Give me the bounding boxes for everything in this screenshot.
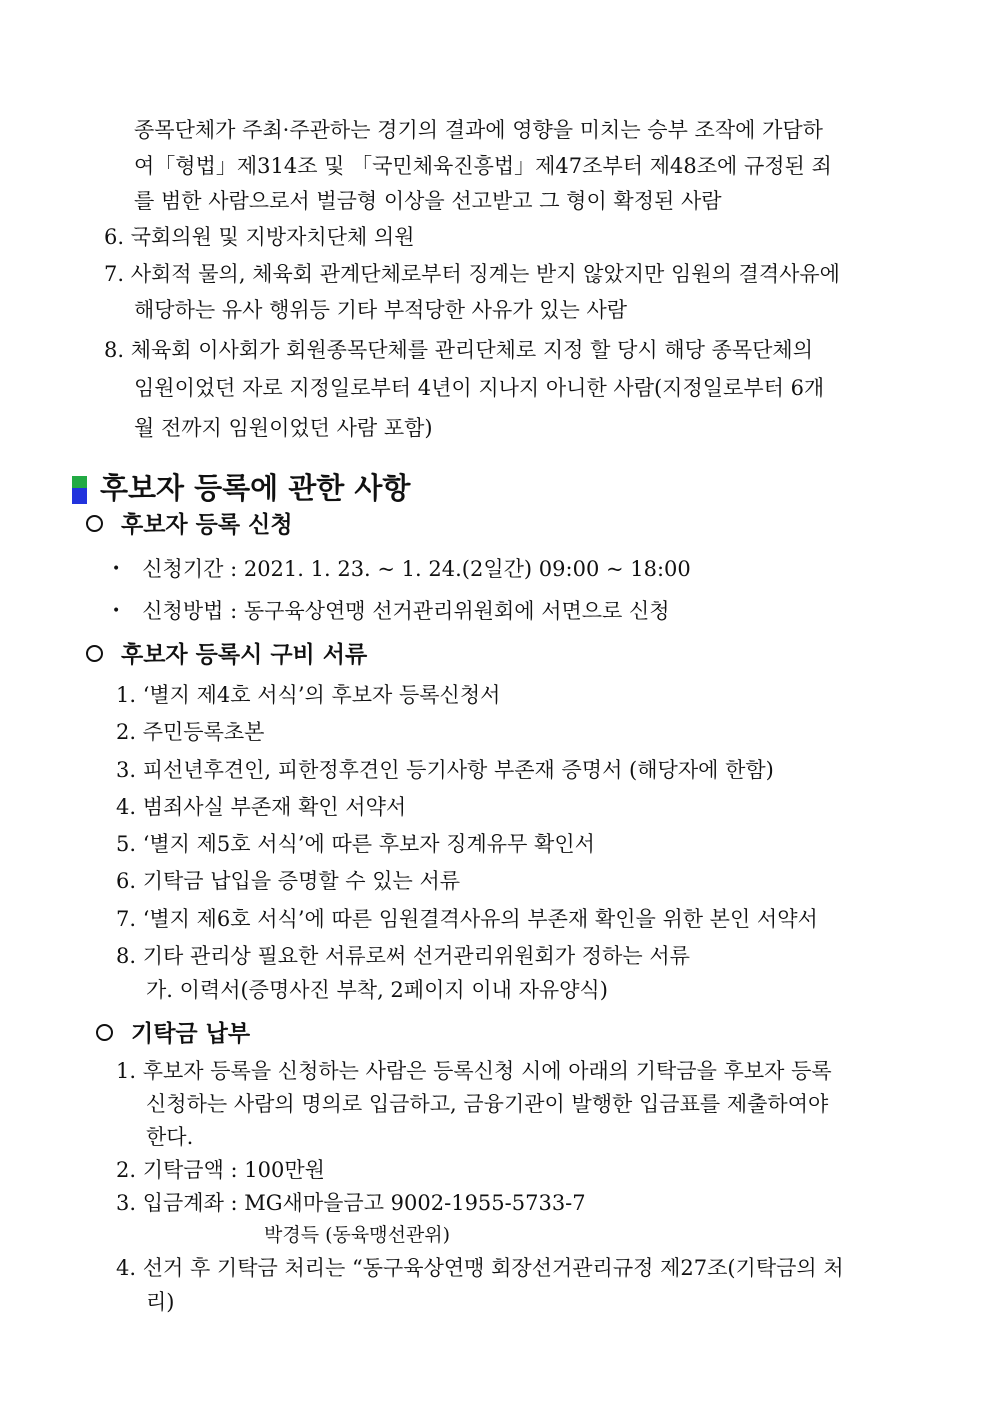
deposit-item-4-line-1: 4. 선거 후 기탁금 처리는 “동구육상연맹 회장선거관리규정 제27조(기탁금의 처 bbox=[116, 1256, 844, 1280]
disqualification-item-7 bbox=[104, 260, 840, 288]
section-marker-icon bbox=[72, 476, 87, 504]
bullet-text: 신청기간 : 2021. 1. 23. ~ 1. 24.(2일간) 09:00 ~ 18:00 bbox=[142, 557, 691, 581]
item-text: 국회의원 및 지방자치단체 의원 bbox=[130, 225, 415, 249]
deposit-amount: 2. 기탁금액 : 100만원 bbox=[116, 1158, 325, 1182]
circle-bullet-icon bbox=[86, 645, 103, 662]
subsection-documents-title bbox=[86, 640, 367, 670]
document-item-2: 2. 주민등록초본 bbox=[116, 720, 265, 744]
document-sub-item: 가. 이력서(증명사진 부착, 2페이지 이내 자유양식) bbox=[146, 978, 608, 1002]
item-text: 사회적 물의, 체육회 관계단체로부터 징계는 받지 않았지만 임원의 결격사유에 bbox=[130, 262, 840, 286]
subsection-deposit-title bbox=[96, 1019, 250, 1049]
document-item-3: 3. 피선년후견인, 피한정후견인 등기사항 부존재 증명서 (해당자에 한함) bbox=[116, 758, 774, 782]
document-item-4: 4. 범죄사실 부존재 확인 서약서 bbox=[116, 795, 407, 819]
dot-bullet-icon: • bbox=[112, 603, 121, 619]
subsection-application-title bbox=[86, 510, 293, 540]
item-number: 7. bbox=[104, 262, 125, 286]
subsection-title-text: 기탁금 납부 bbox=[131, 1021, 251, 1047]
deposit-account-holder: 박경득 (동육맹선관위) bbox=[264, 1224, 451, 1246]
item-number: 8. bbox=[104, 338, 125, 362]
item8-continuation-2: 월 전까지 임원이었던 사람 포함) bbox=[134, 416, 433, 440]
deposit-item-4-line-2: 리) bbox=[146, 1290, 175, 1314]
deposit-account: 3. 입금계좌 : MG새마을금고 9002-1955-5733-7 bbox=[116, 1191, 586, 1215]
deposit-item-1-line-1: 1. 후보자 등록을 신청하는 사람은 등록신청 시에 아래의 기탁금을 후보자 등록 bbox=[116, 1059, 832, 1083]
disqualification-item-8 bbox=[104, 336, 813, 364]
document-item-6: 6. 기탁금 납입을 증명할 수 있는 서류 bbox=[116, 869, 461, 893]
item7-continuation: 해당하는 유사 행위등 기타 부적당한 사유가 있는 사람 bbox=[134, 298, 628, 322]
subsection-title-text: 후보자 등록 신청 bbox=[121, 512, 293, 538]
item5-continuation-line-1: 종목단체가 주최·주관하는 경기의 결과에 영향을 미치는 승부 조작에 가담하 bbox=[134, 118, 823, 142]
circle-bullet-icon bbox=[86, 515, 103, 532]
item5-continuation-line-3: 를 범한 사람으로서 벌금형 이상을 선고받고 그 형이 확정된 사람 bbox=[134, 189, 722, 213]
document-item-1: 1. ‘별지 제4호 서식’의 후보자 등록신청서 bbox=[116, 683, 501, 707]
item-text: 체육회 이사회가 회원종목단체를 관리단체로 지정 할 당시 해당 종목단체의 bbox=[130, 338, 814, 362]
document-item-5: 5. ‘별지 제5호 서식’에 따른 후보자 징계유무 확인서 bbox=[116, 832, 595, 856]
circle-bullet-icon bbox=[96, 1024, 113, 1041]
dot-bullet-icon: • bbox=[112, 561, 121, 577]
section-title: 후보자 등록에 관한 사항 bbox=[100, 471, 411, 505]
disqualification-item-6 bbox=[104, 223, 414, 251]
subsection-title-text: 후보자 등록시 구비 서류 bbox=[121, 642, 368, 668]
item-number: 6. bbox=[104, 225, 125, 249]
application-period bbox=[112, 555, 691, 586]
document-item-7: 7. ‘별지 제6호 서식’에 따른 임원결격사유의 부존재 확인을 위한 본인 서약서 bbox=[116, 907, 818, 931]
deposit-item-1-line-3: 한다. bbox=[146, 1125, 194, 1149]
deposit-item-1-line-2: 신청하는 사람의 명의로 입금하고, 금융기관이 발행한 입금표를 제출하여야 bbox=[146, 1092, 829, 1116]
document-item-8: 8. 기타 관리상 필요한 서류로써 선거관리위원회가 정하는 서류 bbox=[116, 944, 690, 968]
item8-continuation-1: 임원이었던 자로 지정일로부터 4년이 지나지 아니한 사람(지정일로부터 6개 bbox=[134, 376, 825, 400]
bullet-text: 신청방법 : 동구육상연맹 선거관리위원회에 서면으로 신청 bbox=[142, 599, 670, 623]
item5-continuation-line-2: 여「형법」제314조 및 「국민체육진흥법」제47조부터 제48조에 규정된 죄 bbox=[134, 154, 832, 178]
application-method bbox=[112, 597, 670, 628]
